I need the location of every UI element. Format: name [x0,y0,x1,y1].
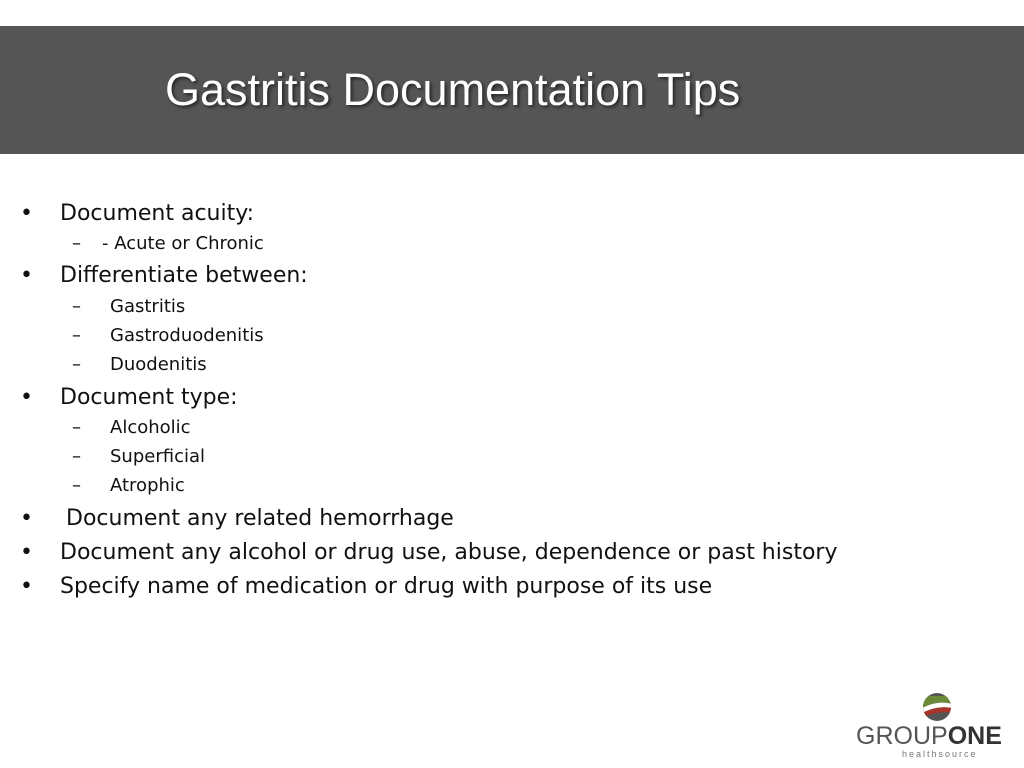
dash-marker: – [72,325,81,346]
bullet-marker: • [20,263,33,288]
groupone-logo [856,692,1016,762]
bullet-text: Document any alcohol or drug use, abuse, dependence or past history [60,540,838,565]
dash-marker: – [72,446,81,467]
logo-word-one: ONE [947,722,1002,750]
logo-wordmark [856,722,1002,750]
sub-bullet-text: Gastritis [110,296,186,317]
sub-bullet-text: Duodenitis [110,354,207,375]
bullet-text: Document acuity: [60,201,255,226]
slide-title: Gastritis Documentation Tips [165,64,741,115]
bullet-text: Specify name of medication or drug with purpose of its use [60,574,713,599]
sub-bullet-text: - Acute or Chronic [102,233,264,254]
bullet-marker: • [20,574,33,599]
bullet-text: Document any related hemorrhage [66,506,454,531]
sub-bullet-text: Atrophic [110,475,185,496]
bullet-marker: • [20,506,33,531]
dash-marker: – [72,475,81,496]
dash-marker: – [72,296,81,317]
bullet-marker: • [20,201,33,226]
groupone-globe-icon [922,692,952,722]
bullet-text: Document type: [60,385,238,410]
dash-marker: – [72,417,81,438]
sub-bullet-text: Gastroduodenitis [110,325,264,346]
bullet-marker: • [20,540,33,565]
logo-word-group: GROUP [856,722,948,750]
dash-marker: – [72,354,81,375]
sub-bullet-text: Superficial [110,446,206,467]
sub-bullet-text: Alcoholic [110,417,191,438]
dash-marker: – [72,233,81,254]
bullet-text: Differentiate between: [60,263,308,288]
logo-subtitle: healthsource [902,749,978,759]
bullet-marker: • [20,385,33,410]
